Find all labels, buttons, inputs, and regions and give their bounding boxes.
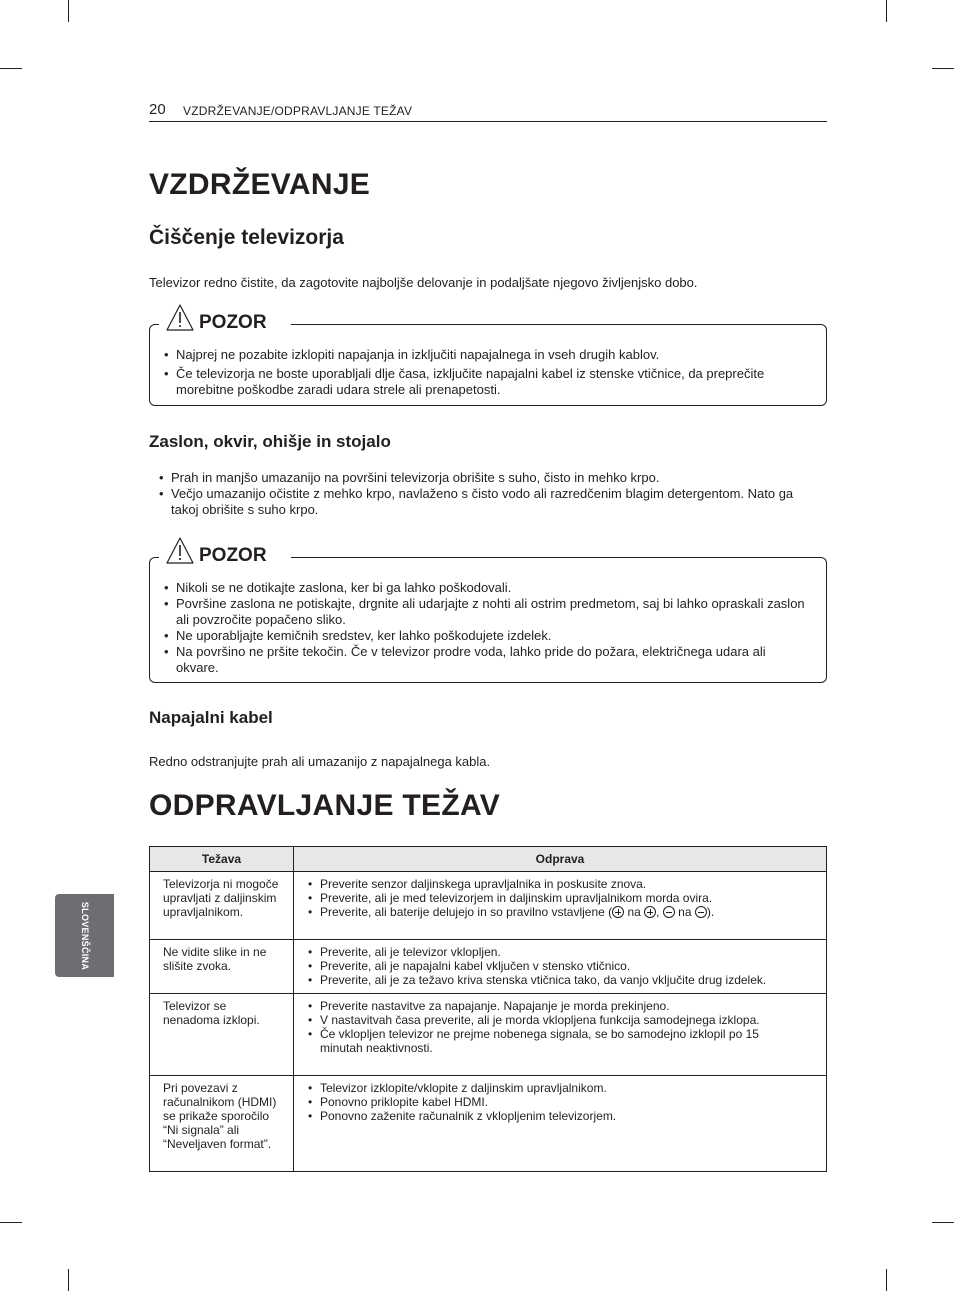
warning-icon [165, 536, 195, 566]
solution-list [306, 999, 818, 1055]
list-item [306, 905, 818, 919]
solution-cell [294, 872, 827, 940]
battery-text: na [624, 905, 645, 919]
list-item: • Večjo umazanijo očistite z mehko krpo, navlaženo s čisto vodo ali razredčenim blagim detergentom. Nato ga takoj obrišite s suho krpo. [159, 486, 809, 518]
battery-text: na [674, 905, 695, 919]
troubleshooting-title: ODPRAVLJANJE TEŽAV [149, 789, 501, 822]
caution-label-text: POZOR [199, 312, 267, 333]
page-number: 20 [149, 101, 166, 118]
minus-terminal-icon [663, 906, 675, 918]
plus-terminal-icon [644, 906, 656, 918]
crop-mark [886, 0, 887, 22]
table-row [150, 940, 827, 994]
battery-text: , [656, 905, 663, 919]
list-item: • Če vklopljen televizor ne prejme nobenega signala, se bo samodejno izklopil po 15 minutah neaktivnosti. [306, 1027, 790, 1055]
problem-cell: Televizorja ni mogoče upravljati z daljinskim upravljalnikom. [150, 872, 294, 940]
table-row [150, 872, 827, 940]
list-item: • Preverite, ali je napajalni kabel vključen v stensko vtičnico. [306, 959, 818, 973]
list-item: • Prah in manjšo umazanijo na površini televizorja obrišite s suho, čisto in mehko krpo. [159, 470, 809, 486]
crop-mark [932, 1222, 954, 1223]
caution-label [159, 303, 291, 333]
header-rule [149, 121, 827, 122]
caution-box [149, 324, 827, 406]
solution-list [306, 877, 818, 919]
caution-box [149, 557, 827, 683]
caution-item: • Na površino ne pršite tekočin. Če v televizor prodre voda, lahko pride do požara, električnega udara ali okvare. [164, 644, 809, 676]
crop-mark [0, 68, 22, 69]
problem-cell: Ne vidite slike in ne slišite zvoka. [150, 940, 294, 994]
problem-cell: Televizor se nenadoma izklopi. [150, 994, 294, 1076]
list-item: • Ponovno zaženite računalnik z vklopljenim televizorjem. [306, 1109, 818, 1123]
table-row [150, 994, 827, 1076]
troubleshooting-table [149, 846, 827, 1172]
column-header-problem: Težava [150, 847, 294, 872]
caution-label [159, 536, 291, 566]
crop-mark [886, 1269, 887, 1291]
problem-cell: Pri povezavi z računalnikom (HDMI) se prikaže sporočilo “Ni signala” ali “Neveljaven format”. [150, 1076, 294, 1172]
power-cable-text: Redno odstranjujte prah ali umazanijo z napajalnega kabla. [149, 754, 491, 769]
solution-list [306, 945, 818, 987]
solution-cell [294, 940, 827, 994]
crop-mark [932, 68, 954, 69]
screen-section-title: Zaslon, okvir, ohišje in stojalo [149, 432, 391, 451]
list-item: • V nastavitvah časa preverite, ali je morda vklopljena funkcija samodejnega izklopa. [306, 1013, 818, 1027]
caution-list [164, 580, 809, 676]
warning-icon [165, 303, 195, 333]
crop-mark [68, 0, 69, 22]
solution-list [306, 1081, 818, 1123]
caution-item: • Najprej ne pozabite izklopiti napajanja in izključiti napajalnega in vseh drugih kablov. [164, 347, 804, 363]
screen-list [159, 470, 809, 518]
caution-item: • Če televizorja ne boste uporabljali dlje časa, izključite napajalni kabel iz stenske vtičnice, da preprečite morebitne poškodbe zaradi udara strele ali prenapetosti. [164, 366, 804, 398]
power-cable-title: Napajalni kabel [149, 708, 273, 727]
list-item: • Preverite senzor daljinskega upravljalnika in poskusite znova. [306, 877, 818, 891]
crop-mark [68, 1269, 69, 1291]
language-side-tab [55, 894, 114, 977]
list-item: • Televizor izklopite/vklopite z daljinskim upravljalnikom. [306, 1081, 818, 1095]
column-header-solution: Odprava [294, 847, 827, 872]
cleaning-title: Čiščenje televizorja [149, 226, 344, 249]
list-item: • Preverite, ali je televizor vklopljen. [306, 945, 818, 959]
minus-terminal-icon [695, 906, 707, 918]
list-item: • Preverite, ali je med televizorjem in daljinskim upravljalnikom morda ovira. [306, 891, 818, 905]
caution-item: • Površine zaslona ne potiskajte, drgnite ali udarjajte z nohti ali ostrim predmetom, saj bi lahko opraskali zaslon ali povzročite popačeno sliko. [164, 596, 809, 628]
caution-label-text: POZOR [199, 545, 267, 566]
table-header-row [150, 847, 827, 872]
list-item: • Ponovno priklopite kabel HDMI. [306, 1095, 818, 1109]
side-tab-label: SLOVENŠČINA [79, 901, 90, 970]
list-item: • Preverite nastavitve za napajanje. Napajanje je morda prekinjeno. [306, 999, 818, 1013]
caution-list [164, 347, 804, 398]
solution-cell [294, 994, 827, 1076]
maintenance-title: VZDRŽEVANJE [149, 168, 371, 201]
caution-item: • Ne uporabljajte kemičnih sredstev, ker lahko poškodujete izdelek. [164, 628, 809, 644]
cleaning-intro: Televizor redno čistite, da zagotovite najboljše delovanje in podaljšate njegovo življenjsko dobo. [149, 275, 698, 290]
table-row [150, 1076, 827, 1172]
crop-mark [0, 1222, 22, 1223]
solution-cell [294, 1076, 827, 1172]
battery-text-suffix: ). [706, 905, 715, 919]
running-title: VZDRŽEVANJE/ODPRAVLJANJE TEŽAV [183, 104, 413, 118]
list-item: • Preverite, ali je za težavo kriva stenska vtičnica tako, da vanjo vključite drug izdelek. [306, 973, 818, 987]
battery-text-prefix: Preverite, ali baterije delujejo in so pravilno vstavljene ( [320, 905, 613, 919]
caution-item: • Nikoli se ne dotikajte zaslona, ker bi ga lahko poškodovali. [164, 580, 809, 596]
plus-terminal-icon [612, 906, 624, 918]
